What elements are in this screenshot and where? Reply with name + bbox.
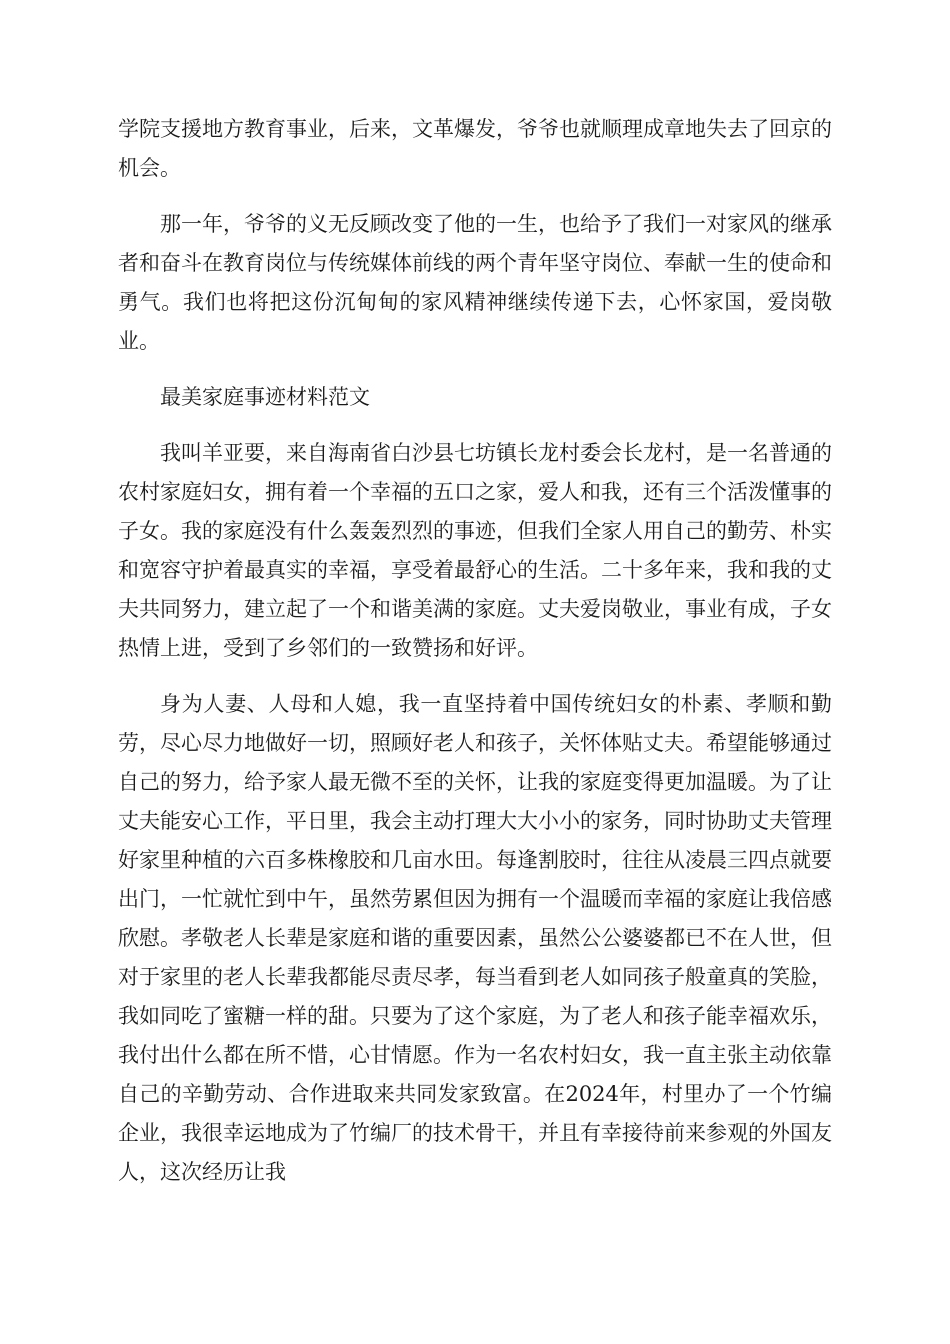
section-heading: 最美家庭事迹材料范文 [160, 385, 370, 409]
paragraph-family-duties: 身为人妻、人母和人媳，我一直坚持着中国传统妇女的朴素、孝顺和勤劳，尽心尽力地做好一切，照顾好老人和孩子，关怀体贴丈夫。希望能够通过自己的努力，给予家人最无微不至的关怀，让我的家庭变得更加温暖。为了让丈夫能安心工作，平日里，我会主动打理大大小小的家务，同时协助丈夫管理好家里种植的六百多株橡胶和几亩水田。每逢割胶时，往往从凌晨三四点就要出门，一忙就忙到中午，虽然劳累但因为拥有一个温暖而幸福的家庭让我倍感欣慰。孝敬老人长辈是家庭和谐的重要因素，虽然公公婆婆都已不在人世，但对于家里的老人长辈我都能尽责尽孝，每当看到老人如同孩子般童真的笑脸，我如同吃了蜜糖一样的甜。只要为了这个家庭，为了老人和孩子能幸福欢乐，我付出什么都在所不惜，心甘情愿。作为一名农村妇女，我一直主张主动依靠自己的辛勤劳动、合作进取来共同发家致富。在2024年，村里办了一个竹编企业，我很幸运地成为了竹编厂的技术骨干，并且有幸接待前来参观的外国友人，这次经历让我 [118, 692, 832, 1184]
document-body [118, 110, 832, 1209]
paragraph-continuation: 学院支援地方教育事业，后来，文革爆发，爷爷也就顺理成章地失去了回京的机会。 [118, 117, 832, 180]
paragraph-family-legacy: 那一年，爷爷的义无反顾改变了他的一生，也给予了我们一对家风的继承者和奋斗在教育岗位与传统媒体前线的两个青年坚守岗位、奉献一生的使命和勇气。我们也将把这份沉甸甸的家风精神继续传递下去，心怀家国，爱岗敬业。 [118, 212, 832, 353]
paragraph-introduction: 我叫羊亚要，来自海南省白沙县七坊镇长龙村委会长龙村，是一名普通的农村家庭妇女，拥有着一个幸福的五口之家，爱人和我，还有三个活泼懂事的子女。我的家庭没有什么轰轰烈烈的事迹，但我们全家人用自己的勤劳、朴实和宽容守护着最真实的幸福，享受着最舒心的生活。二十多年来，我和我的丈夫共同努力，建立起了一个和谐美满的家庭。丈夫爱岗敬业，事业有成，子女热情上进，受到了乡邻们的一致赞扬和好评。 [118, 441, 832, 660]
